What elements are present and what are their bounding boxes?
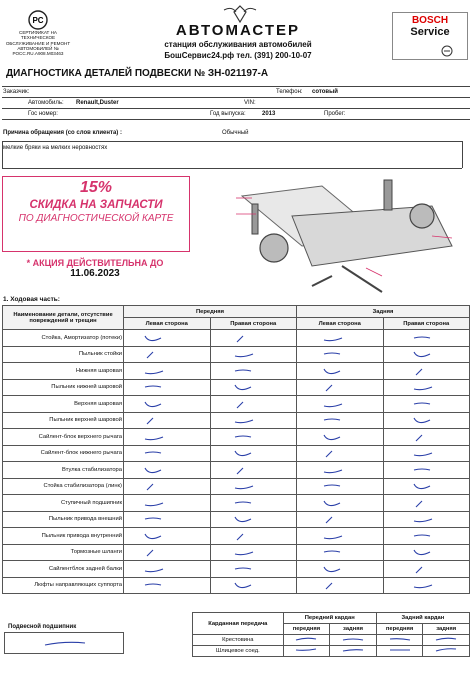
handwritten-check-mark xyxy=(385,512,445,524)
check-cell xyxy=(124,429,211,446)
handwritten-check-mark xyxy=(125,545,185,557)
check-cell xyxy=(210,330,297,347)
handwritten-check-mark xyxy=(298,545,358,557)
handwritten-check-mark xyxy=(212,413,272,425)
check-cell xyxy=(124,396,211,413)
handwritten-check-mark xyxy=(212,463,272,475)
reason-type: Обычный xyxy=(222,130,249,136)
handwritten-check-mark xyxy=(298,397,358,409)
discount-percent: 15% xyxy=(79,179,113,196)
part-name: Стойка, Амортизатор (потеки) xyxy=(3,330,124,347)
check-cell xyxy=(383,495,470,512)
check-cell xyxy=(297,412,384,429)
cardan-row-label: Шлицевое соед. xyxy=(193,646,284,657)
customer-label: Заказчик: xyxy=(3,89,30,95)
check-cell xyxy=(124,528,211,545)
bosch-service-logo xyxy=(392,12,468,60)
page-title: ДИАГНОСТИКА ДЕТАЛЕЙ ПОДВЕСКИ № ЗН-021197-А xyxy=(6,68,269,79)
handwritten-check-mark xyxy=(212,562,272,574)
check-cell xyxy=(210,544,297,561)
handwritten-check-mark xyxy=(212,529,272,541)
check-cell xyxy=(210,363,297,380)
bosch-armature-icon xyxy=(441,45,453,57)
handwritten-check-mark xyxy=(125,463,185,475)
head-front: Передняя xyxy=(124,306,297,318)
table-row xyxy=(3,445,470,462)
check-cell xyxy=(383,511,470,528)
handwritten-check-mark xyxy=(298,529,358,541)
mileage-label: Пробег: xyxy=(324,111,346,117)
handwritten-check-mark xyxy=(298,446,358,458)
handwritten-check-mark xyxy=(385,463,445,475)
check-cell xyxy=(124,346,211,363)
check-cell xyxy=(297,330,384,347)
service-label: Service xyxy=(410,26,450,38)
handwritten-check-mark xyxy=(125,496,185,508)
table-row xyxy=(3,511,470,528)
check-cell xyxy=(210,462,297,479)
part-name: Верхняя шаровая xyxy=(3,396,124,413)
check-cell xyxy=(383,412,470,429)
check-cell xyxy=(297,363,384,380)
discount-line-1: СКИДКА НА ЗАПЧАСТИ xyxy=(29,199,163,211)
discount-promo xyxy=(2,176,190,252)
table-row xyxy=(3,379,470,396)
handwritten-check-mark xyxy=(125,529,185,541)
check-cell xyxy=(383,561,470,578)
check-cell xyxy=(210,478,297,495)
vin-label: VIN: xyxy=(244,100,256,106)
check-cell xyxy=(297,511,384,528)
handwritten-check-mark xyxy=(212,331,272,343)
table-row xyxy=(3,478,470,495)
check-cell xyxy=(383,396,470,413)
check-cell xyxy=(124,495,211,512)
check-cell xyxy=(383,346,470,363)
handwritten-check-mark xyxy=(385,529,445,541)
handwritten-check-mark xyxy=(385,380,445,392)
handwritten-check-mark xyxy=(298,578,358,590)
reason-text: мелкие бряки на мелких неровностях xyxy=(3,145,108,151)
check-cell xyxy=(297,495,384,512)
check-cell xyxy=(297,528,384,545)
check-cell xyxy=(383,379,470,396)
table-row xyxy=(3,412,470,429)
check-cell xyxy=(124,478,211,495)
check-cell xyxy=(124,577,211,594)
table-row xyxy=(193,646,470,657)
handwritten-check-mark xyxy=(385,331,445,343)
handwritten-check-mark xyxy=(385,545,445,557)
table-row xyxy=(3,495,470,512)
check-cell xyxy=(210,412,297,429)
year-label: Год выпуска: xyxy=(210,111,246,117)
promo-valid-date: 11.06.2023 xyxy=(70,268,120,279)
check-cell xyxy=(210,511,297,528)
brand-subtitle: станция обслуживания автомобилей xyxy=(164,40,312,49)
brand-contacts: БошСервис24.рф тел. (391) 200-10-07 xyxy=(164,51,312,60)
svg-text:PC: PC xyxy=(32,16,44,25)
handwritten-check-mark xyxy=(385,578,445,590)
handwritten-check-mark xyxy=(298,512,358,524)
check-cell xyxy=(383,544,470,561)
handwritten-check-mark xyxy=(212,347,272,359)
handwritten-check-mark xyxy=(298,413,358,425)
phone-value: сотовый xyxy=(312,89,338,95)
part-name: Пыльник нижней шаровой xyxy=(3,379,124,396)
check-cell xyxy=(297,346,384,363)
handwritten-check-mark xyxy=(212,446,272,458)
brand-name: АВТОМАСТЕР xyxy=(175,22,301,39)
suspension-diagram xyxy=(232,176,468,294)
handwritten-check-mark xyxy=(212,479,272,491)
handwritten-check-mark xyxy=(385,496,445,508)
part-name: Пыльник привода внутренний xyxy=(3,528,124,545)
part-name: Пыльник верхней шаровой xyxy=(3,412,124,429)
check-cell xyxy=(383,577,470,594)
check-cell xyxy=(297,379,384,396)
check-cell xyxy=(383,330,470,347)
check-cell xyxy=(124,462,211,479)
head-rear-left: Левая сторона xyxy=(297,318,384,330)
handwritten-check-mark xyxy=(125,364,185,376)
head-front-left: Левая сторона xyxy=(124,318,211,330)
cardan-rear-col1: передняя xyxy=(376,624,423,635)
check-cell xyxy=(297,478,384,495)
check-cell xyxy=(383,528,470,545)
suspension-table xyxy=(2,305,470,594)
check-cell xyxy=(210,379,297,396)
handwritten-check-mark xyxy=(212,380,272,392)
certificate-text: СЕРТИФИКАТ НА ТЕХНИЧЕСКОЕ ОБСЛУЖИВАНИЕ И РЕМОНТ АВТОМОБИЛЕЙ № РОСС.RU.A908.M03463 xyxy=(5,30,71,57)
check-cell xyxy=(383,429,470,446)
podvesnoy-box xyxy=(4,632,124,654)
table-row xyxy=(3,462,470,479)
handwritten-check-mark xyxy=(212,496,272,508)
part-name: Сайлент-блок нижнего рычага xyxy=(3,445,124,462)
check-cell xyxy=(124,379,211,396)
check-cell xyxy=(297,429,384,446)
handwritten-check-mark xyxy=(385,413,445,425)
cardan-rear-col2: задняя xyxy=(423,624,470,635)
check-cell xyxy=(297,462,384,479)
part-name: Втулка стабилизатора xyxy=(3,462,124,479)
part-name: Сайлентблок задней балки xyxy=(3,561,124,578)
check-cell xyxy=(124,511,211,528)
handwritten-check-mark xyxy=(385,446,445,458)
handwritten-check-mark xyxy=(125,512,185,524)
cardan-table xyxy=(192,612,470,657)
table-row xyxy=(3,363,470,380)
part-name: Нижняя шаровая xyxy=(3,363,124,380)
handwritten-check-mark xyxy=(212,430,272,442)
check-cell xyxy=(383,363,470,380)
handwritten-check-mark xyxy=(385,479,445,491)
handwritten-check-mark xyxy=(125,413,185,425)
part-name: Сайлент-блок верхнего рычага xyxy=(3,429,124,446)
discount-line-2: ПО ДИАГНОСТИЧЕСКОЙ КАРТЕ xyxy=(18,213,174,224)
handwritten-check-mark xyxy=(385,430,445,442)
handwritten-check-mark xyxy=(212,397,272,409)
part-name: Пыльник привода внешний xyxy=(3,511,124,528)
table-row xyxy=(3,544,470,561)
handwritten-check-mark xyxy=(385,347,445,359)
check-cell xyxy=(124,445,211,462)
handwritten-check-mark xyxy=(125,380,185,392)
handwritten-check-mark xyxy=(212,578,272,590)
podvesnoy-label: Подвесной подшипник xyxy=(8,624,77,630)
check-cell xyxy=(383,445,470,462)
promo-valid-label: * АКЦИЯ ДЕЙСТВИТЕЛЬНА ДО xyxy=(26,258,164,268)
check-cell xyxy=(124,561,211,578)
table-row xyxy=(193,635,470,646)
handwritten-check-mark xyxy=(125,578,185,590)
handwritten-check-mark xyxy=(385,364,445,376)
part-name: Люфты направляющих суппорта xyxy=(3,577,124,594)
year-value: 2013 xyxy=(262,111,276,117)
handwritten-check-mark xyxy=(212,512,272,524)
table-row xyxy=(3,429,470,446)
handwritten-check-mark xyxy=(298,479,358,491)
check-cell xyxy=(210,429,297,446)
car-label: Автомобиль: xyxy=(28,100,64,106)
check-cell xyxy=(210,561,297,578)
handwritten-check-mark xyxy=(125,446,185,458)
part-name: Стойка стабилизатора (линк) xyxy=(3,478,124,495)
check-cell xyxy=(383,462,470,479)
check-cell xyxy=(210,396,297,413)
head-front-right: Правая сторона xyxy=(210,318,297,330)
table-row xyxy=(3,330,470,347)
check-cell xyxy=(124,412,211,429)
table-row xyxy=(3,561,470,578)
handwritten-check-mark xyxy=(298,496,358,508)
handwritten-check-mark xyxy=(298,380,358,392)
handwritten-check-mark xyxy=(298,463,358,475)
check-cell xyxy=(297,396,384,413)
table-row xyxy=(3,346,470,363)
head-rear-right: Правая сторона xyxy=(383,318,470,330)
check-cell xyxy=(383,478,470,495)
part-name: Пыльник стойки xyxy=(3,346,124,363)
handwritten-check-mark xyxy=(125,331,185,343)
reason-label: Причина обращения (со слов клиента) : xyxy=(3,130,122,136)
emblem-icon xyxy=(222,4,258,24)
cardan-row-label: Крестовина xyxy=(193,635,284,646)
car-value: Renault,Duster xyxy=(76,100,119,106)
cardan-front-col1: передняя xyxy=(283,624,330,635)
check-cell xyxy=(124,363,211,380)
handwritten-check-mark xyxy=(298,364,358,376)
part-name: Ступичный подшипник xyxy=(3,495,124,512)
handwritten-check-mark xyxy=(298,347,358,359)
table-row xyxy=(3,396,470,413)
check-cell xyxy=(210,445,297,462)
handwritten-check-mark xyxy=(125,397,185,409)
head-part-name: Наименование детали, отсутствие повреждений и трещин xyxy=(3,306,124,330)
cardan-front-col2: задняя xyxy=(330,624,377,635)
check-cell xyxy=(297,445,384,462)
cardan-front: Передний кардан xyxy=(283,613,376,624)
check-cell xyxy=(297,577,384,594)
section-title: 1. Ходовая часть: xyxy=(3,296,60,303)
check-cell xyxy=(210,528,297,545)
head-rear: Задняя xyxy=(297,306,470,318)
handwritten-check-mark xyxy=(212,545,272,557)
handwritten-check-mark xyxy=(125,430,185,442)
table-row xyxy=(3,528,470,545)
check-cell xyxy=(210,346,297,363)
handwritten-check-mark xyxy=(125,479,185,491)
handwritten-check-mark xyxy=(125,562,185,574)
handwritten-check-mark xyxy=(385,562,445,574)
cardan-rear: Задний кардан xyxy=(376,613,469,624)
check-cell xyxy=(297,561,384,578)
check-cell xyxy=(210,495,297,512)
handwritten-check-mark xyxy=(212,364,272,376)
check-cell xyxy=(210,577,297,594)
plate-label: Гос номер: xyxy=(28,111,58,117)
table-row xyxy=(3,577,470,594)
phone-label: Телефон: xyxy=(276,89,303,95)
bosch-label: BOSCH xyxy=(411,15,449,26)
cardan-title: Карданная передача xyxy=(193,613,284,635)
handwritten-check-mark xyxy=(298,562,358,574)
part-name: Тормозные шланги xyxy=(3,544,124,561)
check-cell xyxy=(124,330,211,347)
handwritten-check-mark xyxy=(125,347,185,359)
certification-logo-icon xyxy=(28,10,48,30)
handwritten-check-mark xyxy=(298,430,358,442)
handwritten-check-mark xyxy=(385,397,445,409)
check-cell xyxy=(124,544,211,561)
handwritten-check-mark xyxy=(298,331,358,343)
check-cell xyxy=(297,544,384,561)
